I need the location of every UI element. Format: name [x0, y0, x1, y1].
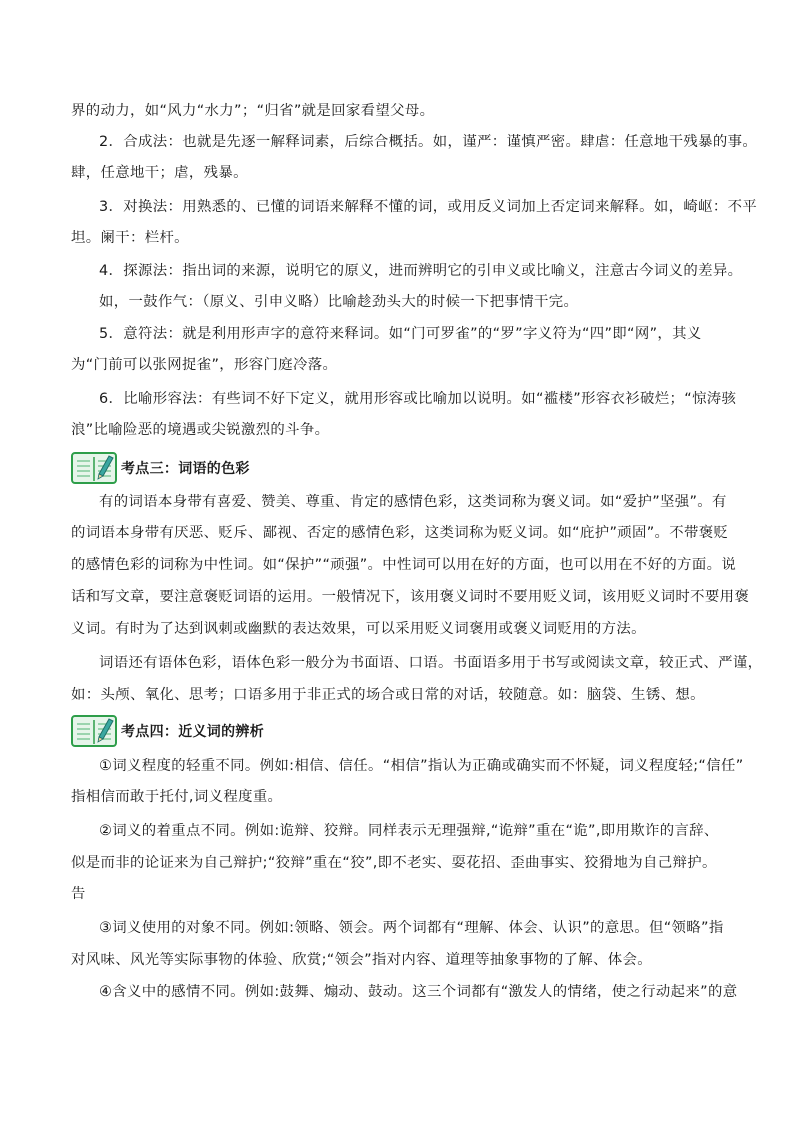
notebook-pencil-icon [71, 450, 119, 486]
text-line: 为“门前可以张网捉雀”，形容门庭冷落。 [71, 357, 338, 373]
text-line: 5．意符法：就是利用形声字的意符来释词。如“门可罗雀”的“罗”字义符为“四”即“网”，其义 [99, 326, 702, 342]
text-line: 的词语本身带有厌恶、贬斥、鄙视、否定的感情色彩，这类词称为贬义词。如“庇护”顽固”。不带褒贬 [71, 525, 729, 541]
text-line: 对风味、风光等实际事物的体验、欣赏;“领会”指对内容、道理等抽象事物的了解、体会。 [71, 952, 652, 968]
text-line: 告 [71, 886, 86, 902]
text-line: 6．比喻形容法：有些词不好下定义，就用形容或比喻加以说明。如“褴楼”形容衣衫破烂；“惊涛骇 [99, 391, 737, 407]
text-line: 指相信而敢于托付,词义程度重。 [71, 789, 283, 805]
text-line: 界的动力，如“风力“水力”；“归省”就是回家看望父母。 [71, 103, 435, 119]
text-line: 浪”比喻险恶的境遇或尖锐激烈的斗争。 [71, 422, 330, 438]
text-line: 话和写文章，要注意褒贬词语的运用。一般情况下，该用褒义词时不要用贬义词，该用贬义词时不要用褒 [71, 589, 750, 605]
text-line: 4．探源法：指出词的来源，说明它的原义，进而辨明它的引申义或比喻义，注意古今词义的差异。 [99, 263, 743, 279]
text-line: 有的词语本身带有喜爱、赞美、尊重、肯定的感情色彩，这类词称为褒义词。如“爱护”坚强”。有 [99, 494, 727, 510]
text-line: 坦。阑干：栏杆。 [71, 230, 189, 246]
text-line: ④含义中的感情不同。例如:鼓舞、煽动、鼓动。这三个词都有“激发人的情绪，使之行动起来”的意 [99, 984, 738, 1000]
section-heading-text: 考点四：近义词的辨析 [121, 724, 264, 740]
text-line: 的感情色彩的词称为中性词。如“保护”“顽强”。中性词可以用在好的方面，也可以用在不好的方面。说 [71, 557, 737, 573]
text-line: 词语还有语体色彩，语体色彩一般分为书面语、口语。书面语多用于书写或阅读文章，较正式、严谨， [99, 655, 763, 671]
text-line: ②词义的着重点不同。例如:诡辩、狡辩。同样表示无理强辩,“诡辩”重在“诡”,即用欺诈的言辞、 [99, 823, 719, 839]
text-line: 似是而非的论证来为自己辩护;“狡辩”重在“狡”,即不老实、耍花招、歪曲事实、狡猾地为自己辩护。 [71, 855, 717, 871]
text-line: 2．合成法：也就是先逐一解释词素，后综合概括。如，谨严：谨慎严密。肆虐：任意地干残暴的事。 [99, 134, 758, 150]
section-heading-3 [71, 450, 250, 486]
section-heading-text: 考点三：词语的色彩 [121, 461, 250, 477]
text-line: 如，一鼓作气：（原义、引申义略）比喻趁劲头大的时候一下把事情干完。 [99, 294, 579, 310]
text-line: ①词义程度的轻重不同。例如:相信、信任。“相信”指认为正确或确实而不怀疑，词义程度轻;“信任” [99, 758, 744, 774]
text-line: 肆，任意地干；虐，残暴。 [71, 165, 248, 181]
text-line: 义词。有时为了达到讽刺或幽默的表达效果，可以采用贬义词褒用或褒义词贬用的方法。 [71, 621, 646, 637]
section-heading-4 [71, 713, 264, 749]
notebook-pencil-icon [71, 713, 119, 749]
text-line: ③词义使用的对象不同。例如:领略、领会。两个词都有“理解、体会、认识”的意思。但“领略”指 [99, 920, 724, 936]
text-line: 如：头颅、氧化、思考；口语多用于非正式的场合或日常的对话，较随意。如：脑袋、生锈、想。 [71, 687, 705, 703]
text-line: 3．对换法：用熟悉的、已懂的词语来解释不懂的词，或用反义词加上否定词来解释。如，崎岖：不平 [99, 199, 758, 215]
